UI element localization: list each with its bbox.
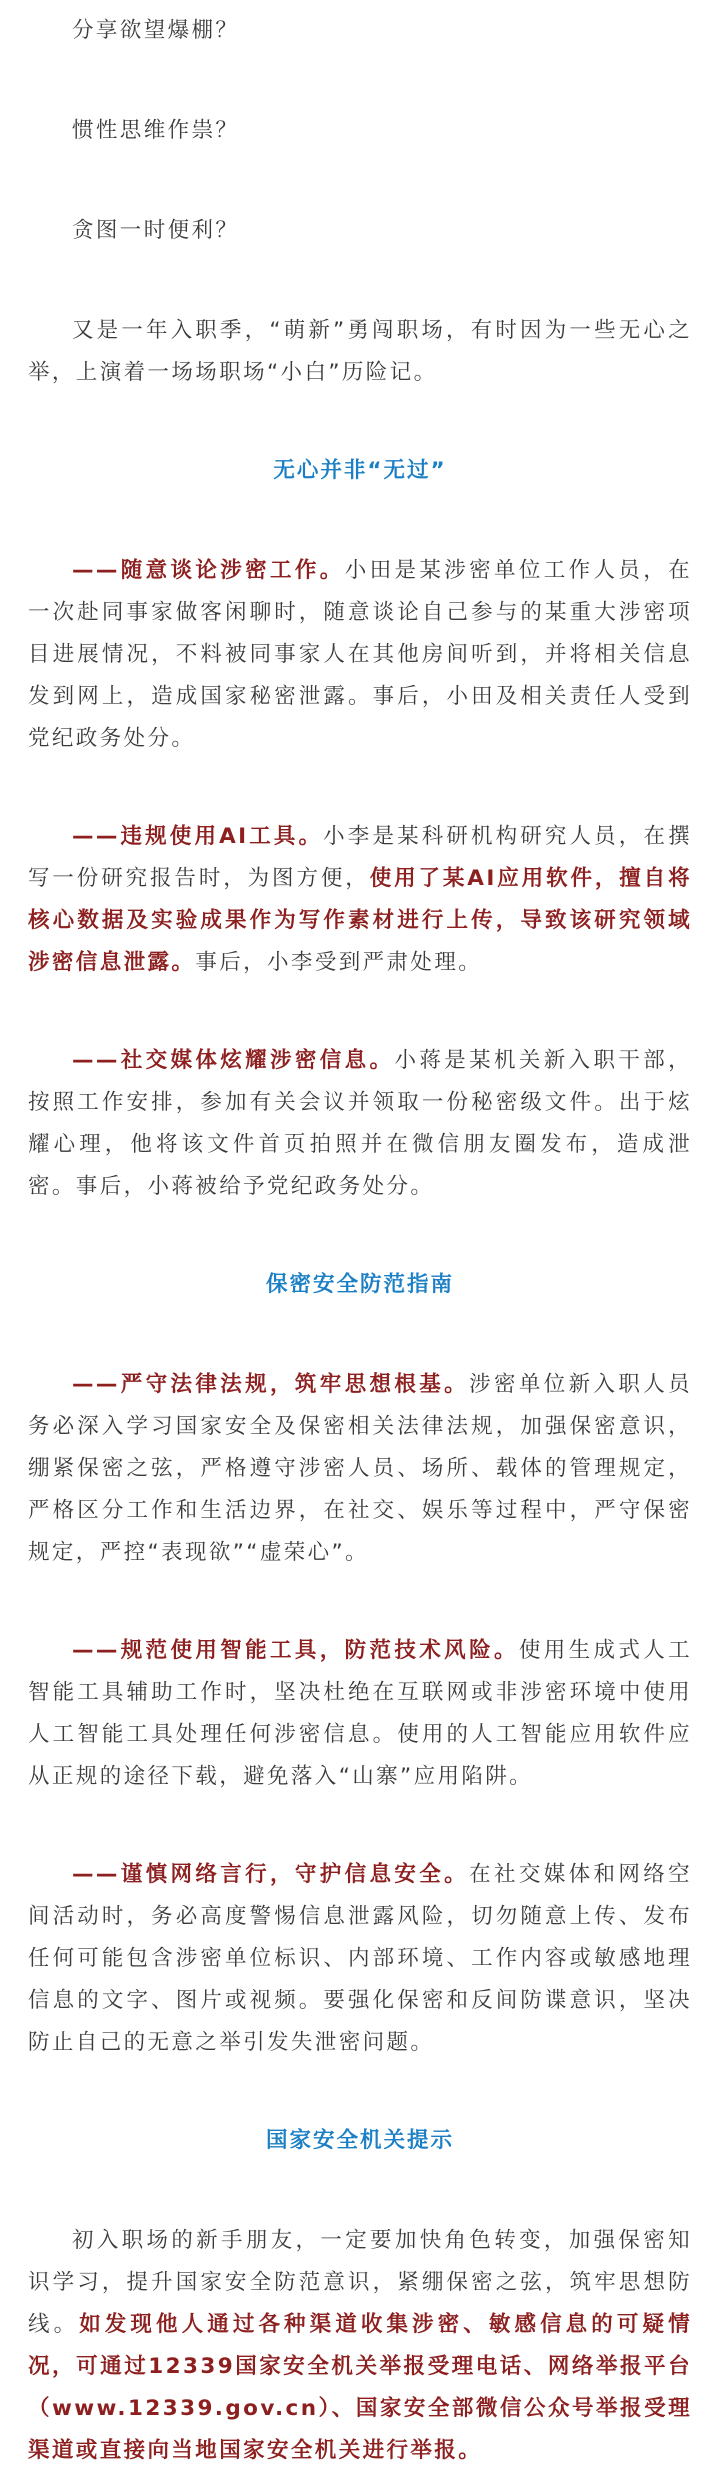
intro-paragraph: 又是一年入职季，“萌新”勇闯职场，有时因为一些无心之举，上演着一场场职场“小白”历险记。 [28,318,692,385]
tip-paragraph-2 [28,1630,692,1798]
case-lead-1: ——随意谈论涉密工作。 [72,558,345,583]
tip-lead-2: ——规范使用智能工具，防范技术风险。 [72,1638,519,1663]
intro-question-2: 惯性思维作祟？ [72,118,240,143]
case-paragraph-1 [28,550,692,760]
closing-paragraph [28,2220,692,2472]
case-text-2b: 事后，小李受到严肃处理。 [195,950,483,975]
case-highlight-2: 使用了某AI应用软件，擅自将核心数据及实验成果作为写作素材进行上传，导致该研究领域涉密信息泄露。 [28,866,692,975]
section-title-3: 国家安全机关提示 [265,2128,454,2153]
case-lead-2: ——违规使用AI工具。 [72,824,324,849]
case-paragraph-2 [28,816,692,984]
section-title-1: 无心并非“无过” [273,458,447,483]
case-paragraph-3 [28,1040,692,1208]
case-text-1: 小田是某涉密单位工作人员，在一次赴同事家做客闲聊时，随意谈论自己参与的某重大涉密项目进展情况，不料被同事家人在其他房间听到，并将相关信息发到网上，造成国家秘密泄露。事后，小田及相关责任人受到党纪政务处分。 [28,558,692,751]
tip-text-1: 涉密单位新入职人员务必深入学习国家安全及保密相关法律法规，加强保密意识，绷紧保密之弦，严格遵守涉密人员、场所、载体的管理规定，严格区分工作和生活边界，在社交、娱乐等过程中，严守保密规定，严控“表现欲”“虚荣心”。 [28,1372,692,1565]
case-text-3: 小蒋是某机关新入职干部，按照工作安排，参加有关会议并领取一份秘密级文件。出于炫耀心理，他将该文件首页拍照并在微信朋友圈发布，造成泄密。事后，小蒋被给予党纪政务处分。 [28,1048,692,1199]
tip-paragraph-1 [28,1364,692,1574]
article [0,10,720,2492]
closing-highlight: 如发现他人通过各种渠道收集涉密、敏感信息的可疑情况，可通过12339国家安全机关举报受理电话、网络举报平台（www.12339.gov.cn）、国家安全部微信公众号举报受理渠道或直接向当地国家安全机关进行举报。 [28,2312,692,2463]
section-title-2: 保密安全防范指南 [265,1272,454,1297]
case-lead-3: ——社交媒体炫耀涉密信息。 [72,1048,395,1073]
case-text-2a: 小李是某科研机构研究人员，在撰写一份研究报告时，为图方便， [28,824,692,891]
tip-lead-1: ——严守法律法规，筑牢思想根基。 [72,1372,470,1397]
tip-text-3: 在社交媒体和网络空间活动时，务必高度警惕信息泄露风险，切勿随意上传、发布任何可能包含涉密单位标识、内部环境、工作内容或敏感地理信息的文字、图片或视频。要强化保密和反间防谍意识，坚决防止自己的无意之举引发失泄密问题。 [28,1862,692,2055]
tip-paragraph-3 [28,1854,692,2064]
closing-text: 初入职场的新手朋友，一定要加快角色转变，加强保密知识学习，提升国家安全防范意识，紧绷保密之弦，筑牢思想防线。 [28,2228,692,2337]
intro-question-1: 分享欲望爆棚？ [72,18,240,43]
tip-lead-3: ——谨慎网络言行，守护信息安全。 [72,1862,470,1887]
tip-text-2: 使用生成式人工智能工具辅助工作时，坚决杜绝在互联网或非涉密环境中使用人工智能工具处理任何涉密信息。使用的人工智能应用软件应从正规的途径下载，避免落入“山寨”应用陷阱。 [28,1638,692,1789]
intro-question-3: 贪图一时便利？ [72,218,240,243]
